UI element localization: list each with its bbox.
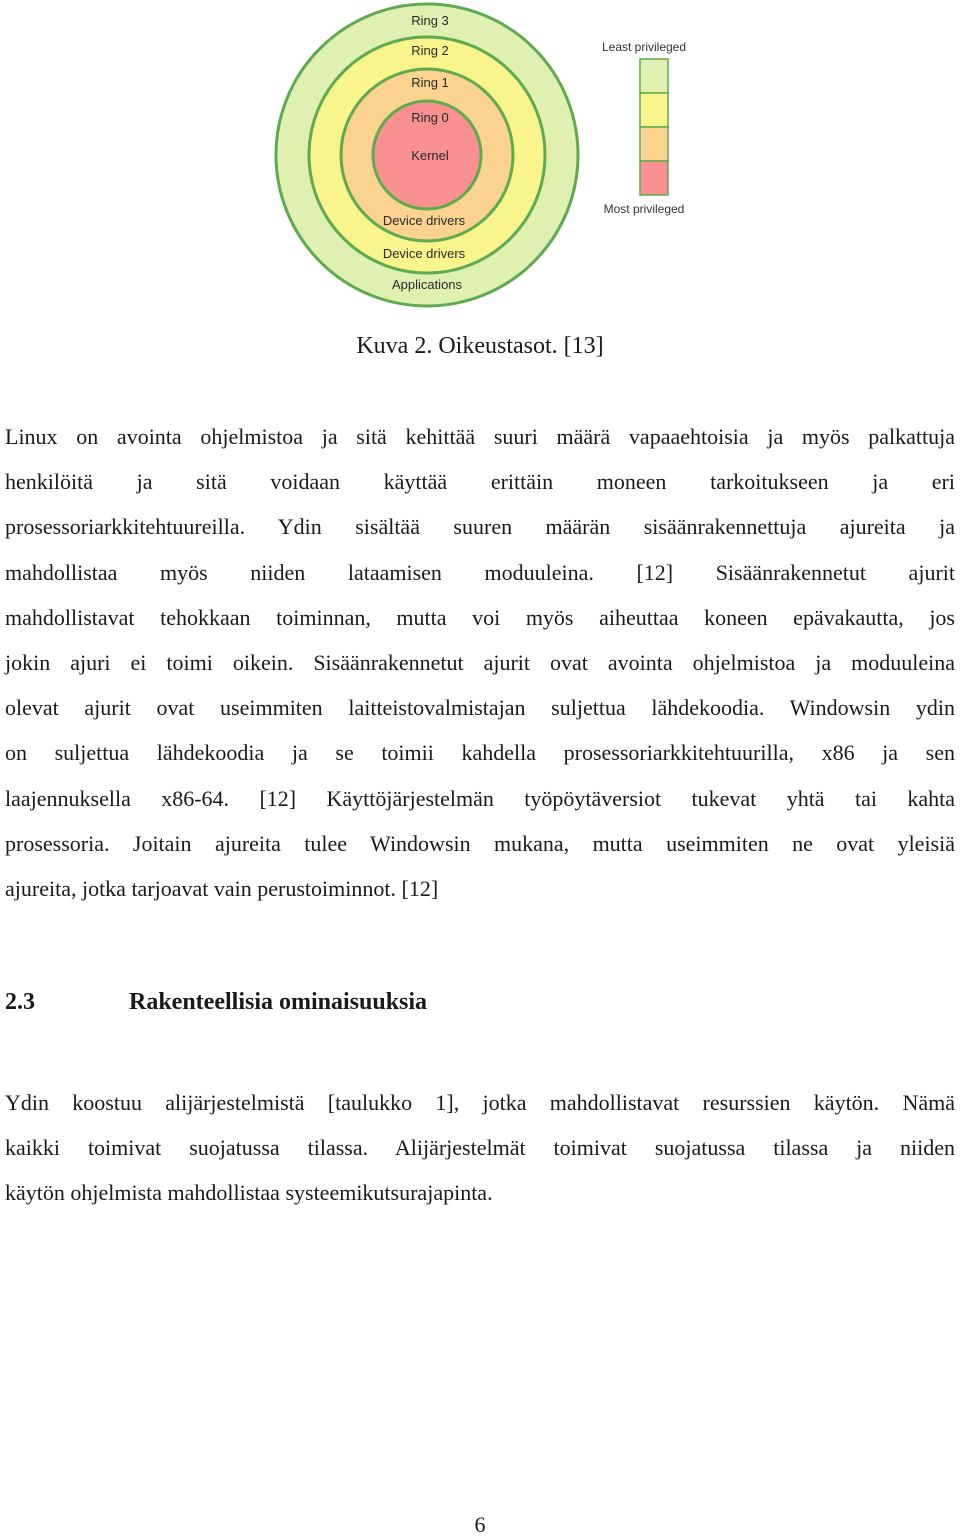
device-drivers-inner-label: Device drivers xyxy=(382,213,466,228)
legend-most-privileged: Most privileged xyxy=(603,202,685,216)
legend-swatch-ring-0 xyxy=(640,161,668,195)
device-drivers-outer-label: Device drivers xyxy=(382,246,466,261)
ring-3-label: Ring 3 xyxy=(411,13,449,28)
paragraph-line: Linux on avointa ohjelmistoa ja sitä kehittää suuri määrä vapaaehtoisia ja myös palkattuja xyxy=(5,424,955,449)
legend-swatch-ring-2 xyxy=(640,93,668,127)
ring-1-label: Ring 1 xyxy=(411,75,449,90)
paragraph-line: laajennuksella x86-64. [12] Käyttöjärjestelmän työpöytäversiot tukevat yhtä tai kahta xyxy=(5,785,955,811)
paragraph-line: on suljettua lähdekoodia ja se toimii kahdella prosessoriarkkitehtuurilla, x86 ja sen xyxy=(5,740,955,766)
legend-swatch-ring-1 xyxy=(640,127,668,161)
ring-0-label: Ring 0 xyxy=(411,110,449,125)
figure-caption: Kuva 2. Oikeustasot. [13] xyxy=(356,333,604,359)
section-number: 2.3 xyxy=(5,989,35,1015)
legend-least-privileged: Least privileged xyxy=(601,40,687,54)
paragraph-line: prosessoria. Joitain ajureita tulee Windowsin mukana, mutta useimmiten ne ovat yleisiä xyxy=(5,830,955,856)
section-heading xyxy=(5,984,427,1020)
paragraph-linux-windows xyxy=(5,414,955,911)
paragraph-line: ajureita, jotka tarjoavat vain perustoiminnot. [12] xyxy=(5,876,439,902)
paragraph-line: olevat ajurit ovat useimmiten laitteistovalmistajan suljettua lähdekoodia. Windowsin ydin xyxy=(5,695,955,721)
privilege-rings-diagram xyxy=(0,0,960,310)
section-title: Rakenteellisia ominaisuuksia xyxy=(129,989,428,1015)
paragraph-line: mahdollistavat tehokkaan toiminnan, mutta voi myös aiheuttaa koneen epävakautta, jos xyxy=(5,604,955,630)
paragraph-subsystems xyxy=(5,1080,955,1216)
ring-2-label: Ring 2 xyxy=(411,43,449,58)
paragraph-line: käytön ohjelmista mahdollistaa systeemikutsurajapinta. xyxy=(5,1180,493,1206)
paragraph-line: Ydin koostuu alijärjestelmistä [taulukko 1], jotka mahdollistavat resurssien käytön. Nämä xyxy=(5,1090,955,1115)
paragraph-line: kaikki toimivat suojatussa tilassa. Alijärjestelmät toimivat suojatussa tilassa ja niiden xyxy=(5,1135,955,1161)
paragraph-line: prosessoriarkkitehtuureilla. Ydin sisältää suuren määrän sisäänrakennettuja ajureita ja xyxy=(5,514,955,540)
legend-swatch-ring-3 xyxy=(640,59,668,93)
kernel-label: Kernel xyxy=(411,148,449,163)
page-number: 6 xyxy=(474,1512,486,1537)
applications-label: Applications xyxy=(391,277,463,292)
paragraph-line: mahdollistaa myös niiden lataamisen moduuleina. [12] Sisäänrakennetut ajurit xyxy=(5,559,955,585)
privilege-legend-bar xyxy=(640,59,668,195)
privilege-rings-figure xyxy=(0,0,960,310)
paragraph-line: henkilöitä ja sitä voidaan käyttää erittäin moneen tarkoitukseen ja eri xyxy=(5,469,955,495)
paragraph-line: jokin ajuri ei toimi oikein. Sisäänrakennetut ajurit ovat avointa ohjelmistoa ja moduuleina xyxy=(5,650,955,676)
